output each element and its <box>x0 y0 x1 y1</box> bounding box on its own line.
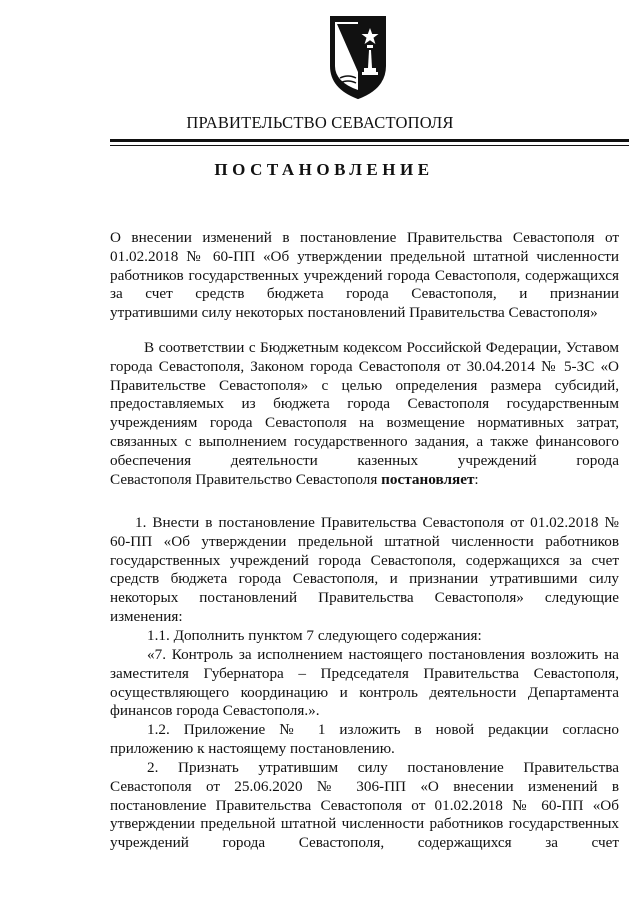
item-line: средств бюджета города Севастополя, и признании утратившими силу <box>110 570 619 588</box>
title-line: от 01.02.2018 № 60-ПП «Об утверждении предельной штатной численности <box>110 229 619 265</box>
item-line: № 60-ПП «Об утверждении предельной штатной численности работников <box>110 514 620 550</box>
item-line: финансов города Севастополя.». <box>110 702 320 720</box>
preamble-line: субсидий, предоставляемых из бюджета города Севастополя <box>110 376 620 413</box>
preamble-line: № 5-ЗС «О Правительстве Севастополя» с целью определения размера <box>110 357 620 394</box>
item-1 <box>110 514 619 627</box>
preamble-line: нормативных затрат, связанных с выполнением государственного задания, <box>110 414 620 450</box>
government-name: ПРАВИТЕЛЬСТВО СЕВАСТОПОЛЯ <box>186 113 454 132</box>
item-1-1 <box>110 627 619 646</box>
item-line: приложению к настоящему постановлению. <box>110 739 395 757</box>
item-line: государственных учреждений города Севастополя, содержащихся за счет <box>110 815 619 852</box>
item-line: некоторых постановлений Правительства Севастополя» следующие <box>110 589 619 607</box>
title-line: утратившими силу некоторых постановлений Правительства Севастополя» <box>110 304 598 322</box>
item-line: 1. Внести в постановление Правительства Севастополя от 01.02.2018 <box>135 514 599 531</box>
resolves-colon: : <box>474 470 479 488</box>
title-line: содержащихся за счет средств бюджета города Севастополя, и признании <box>110 266 619 303</box>
sevastopol-coat-of-arms-icon <box>328 14 388 100</box>
document-type: ПОСТАНОВЛЕНИЕ <box>214 160 434 179</box>
item-line: 2. Признать утратившим силу постановление Правительства <box>147 759 619 776</box>
item-line: осуществляющего координацию и контроль деятельности Департамента <box>110 683 619 701</box>
document-title <box>110 229 619 323</box>
preamble-line: а также финансового обеспечения деятельности казенных учреждений города <box>110 432 620 469</box>
preamble <box>110 339 619 489</box>
item-1-1-quote <box>110 646 619 721</box>
item-2 <box>110 759 619 853</box>
item-line: в постановление Правительства Севастополя от 01.02.2018 № 60-ПП <box>110 777 619 814</box>
preamble-line: Севастополя Правительство Севастополя <box>110 470 378 488</box>
item-line: 1.1. Дополнить пунктом 7 следующего содержания: <box>147 627 482 644</box>
item-line: изменения: <box>110 607 183 625</box>
item-line: государственных учреждений города Севастополя, содержащихся за счет <box>110 551 619 569</box>
resolves-word: постановляет <box>381 470 475 488</box>
title-line: О внесении изменений в постановление Правительства Севастополя <box>110 229 595 246</box>
item-line: на заместителя Губернатора – Председателя Правительства Севастополя, <box>110 646 619 682</box>
preamble-line: В соответствии с Бюджетным кодексом Российской Федерации, <box>144 339 562 356</box>
item-1-2 <box>110 721 619 759</box>
header-rule-thin <box>110 145 629 146</box>
preamble-line: Уставом города Севастополя, Законом города Севастополя от 30.04.2014 <box>110 339 620 375</box>
preamble-line: государственным учреждениям города Севастополя на возмещение <box>110 395 619 432</box>
header-rule-thick <box>110 139 629 142</box>
item-line: 1.2. Приложение № 1 изложить в новой редакции согласно <box>147 721 619 738</box>
item-line: «Об утверждении предельной штатной численности работников <box>110 796 619 833</box>
item-line: Севастополя от 25.06.2020 № 306-ПП «О внесении изменений <box>110 777 598 795</box>
title-line: работников государственных учреждений города Севастополя, <box>110 266 521 284</box>
item-line: «7. Контроль за исполнением настоящего постановления возложить <box>147 646 599 663</box>
